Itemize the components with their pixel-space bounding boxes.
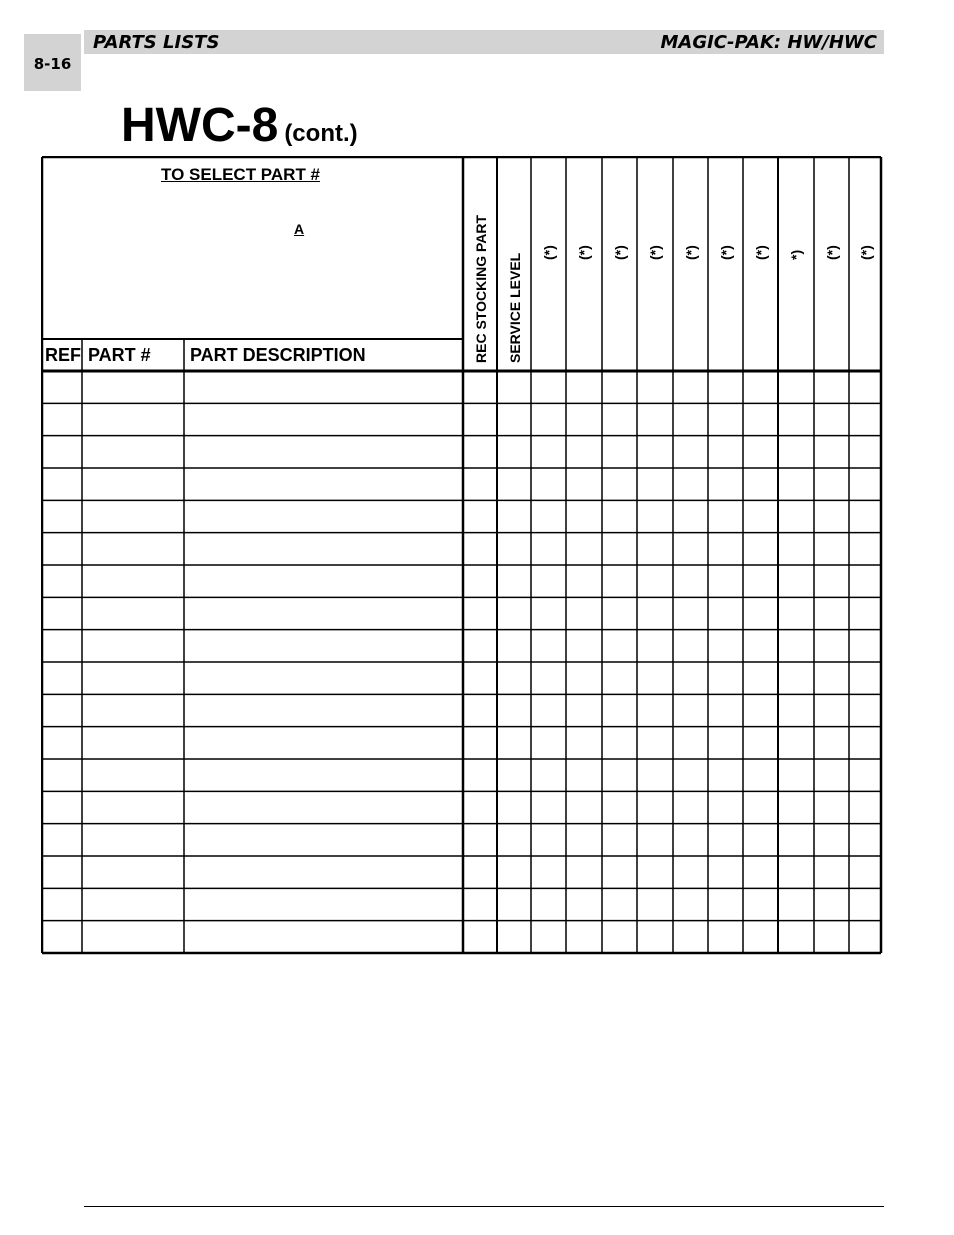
column-header-part-description: PART DESCRIPTION [190,345,366,365]
column-header-model-4: (*) [647,245,663,260]
column-header-rec-stocking-part: REC STOCKING PART [473,214,489,363]
title-suffix: (cont.) [284,120,358,147]
select-part-subcode: A [294,221,305,237]
page-title [121,98,358,153]
column-header-model-7: (*) [752,245,769,260]
column-header-model-5: (*) [682,245,699,260]
footer-rule [84,1206,884,1207]
page-number: 8-16 [33,55,72,73]
column-header-model-1: (*) [540,245,557,260]
column-header-ref: REF [45,345,81,365]
column-header-part-number: PART # [88,345,151,365]
page-number-tab [24,34,81,91]
column-header-model-2: (*) [576,245,592,260]
title-main: HWC-8 [121,99,279,152]
parts-table [41,156,883,956]
table-grid [41,156,883,956]
column-header-model-9: (*) [823,245,840,260]
product-title: MAGIC-PAK: HW/HWC [660,32,877,53]
select-part-label: TO SELECT PART # [161,165,321,184]
column-header-model-8: *) [788,249,804,260]
column-header-model-10: (*) [858,245,874,260]
section-title: PARTS LISTS [93,32,220,53]
header-bar [84,30,884,54]
column-header-model-6: (*) [717,245,734,260]
column-header-model-3: (*) [611,245,628,260]
column-header-service-level: SERVICE LEVEL [507,252,523,363]
